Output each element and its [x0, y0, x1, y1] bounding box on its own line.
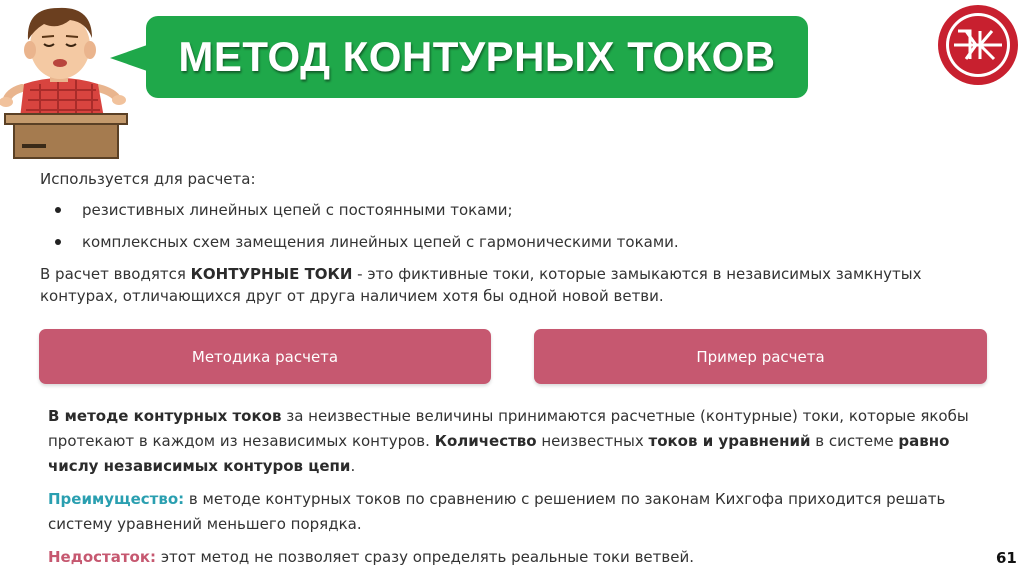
definition-text: - это фиктивные токи, которые замыкаются в независимых замкнутых контурах, отличающихся друг от друга наличием хотя бы одной новой ветви. [40, 265, 922, 305]
usage-list [40, 199, 970, 253]
disadvantage-paragraph [48, 545, 978, 570]
definition-term: КОНТУРНЫЕ ТОКИ [190, 265, 353, 283]
intro-text: Используется для расчета: [40, 170, 256, 188]
description-bold: равно числу независимых контуров цепи [48, 432, 950, 475]
description-bold: Количество [434, 432, 537, 450]
title-banner [146, 16, 808, 98]
list-item: резистивных линейных цепей с постоянными токами; [40, 199, 970, 221]
description-section [48, 404, 978, 570]
disadvantage-text: этот метод не позволяет сразу определять реальные токи ветвей. [156, 548, 694, 566]
advantage-paragraph [48, 487, 978, 537]
description-text: за неизвестные величины принимаются расчетные (контурные) токи, которые якобы протекают в каждом из независимых контуров. [48, 407, 969, 450]
teacher-character-icon [0, 0, 135, 160]
example-button-label: Пример расчета [696, 347, 825, 366]
method-button[interactable] [39, 329, 491, 384]
college-logo-icon [936, 3, 1020, 87]
description-paragraph [48, 404, 978, 479]
definition-text: В расчет вводятся [40, 265, 191, 283]
page-title: МЕТОД КОНТУРНЫХ ТОКОВ [178, 33, 776, 80]
advantage-label: Преимущество: [48, 490, 185, 508]
description-bold: токов и уравнений [648, 432, 811, 450]
disadvantage-label: Недостаток: [48, 548, 157, 566]
title-bubble-tail [110, 44, 150, 72]
method-button-label: Методика расчета [191, 347, 339, 366]
description-text: неизвестных [536, 432, 649, 450]
definition-paragraph [40, 263, 970, 307]
list-item: комплексных схем замещения линейных цепей с гармоническими токами. [40, 231, 970, 253]
advantage-text: в методе контурных токов по сравнению с решением по законам Кихгофа приходится решать систему уравнений меньшего порядка. [48, 490, 946, 533]
example-button[interactable] [534, 329, 987, 384]
description-bold: В методе контурных токов [48, 407, 282, 425]
page-number: 61 [996, 549, 1017, 567]
description-text: в системе [810, 432, 899, 450]
description-text: . [350, 457, 356, 475]
intro-section [40, 168, 970, 307]
